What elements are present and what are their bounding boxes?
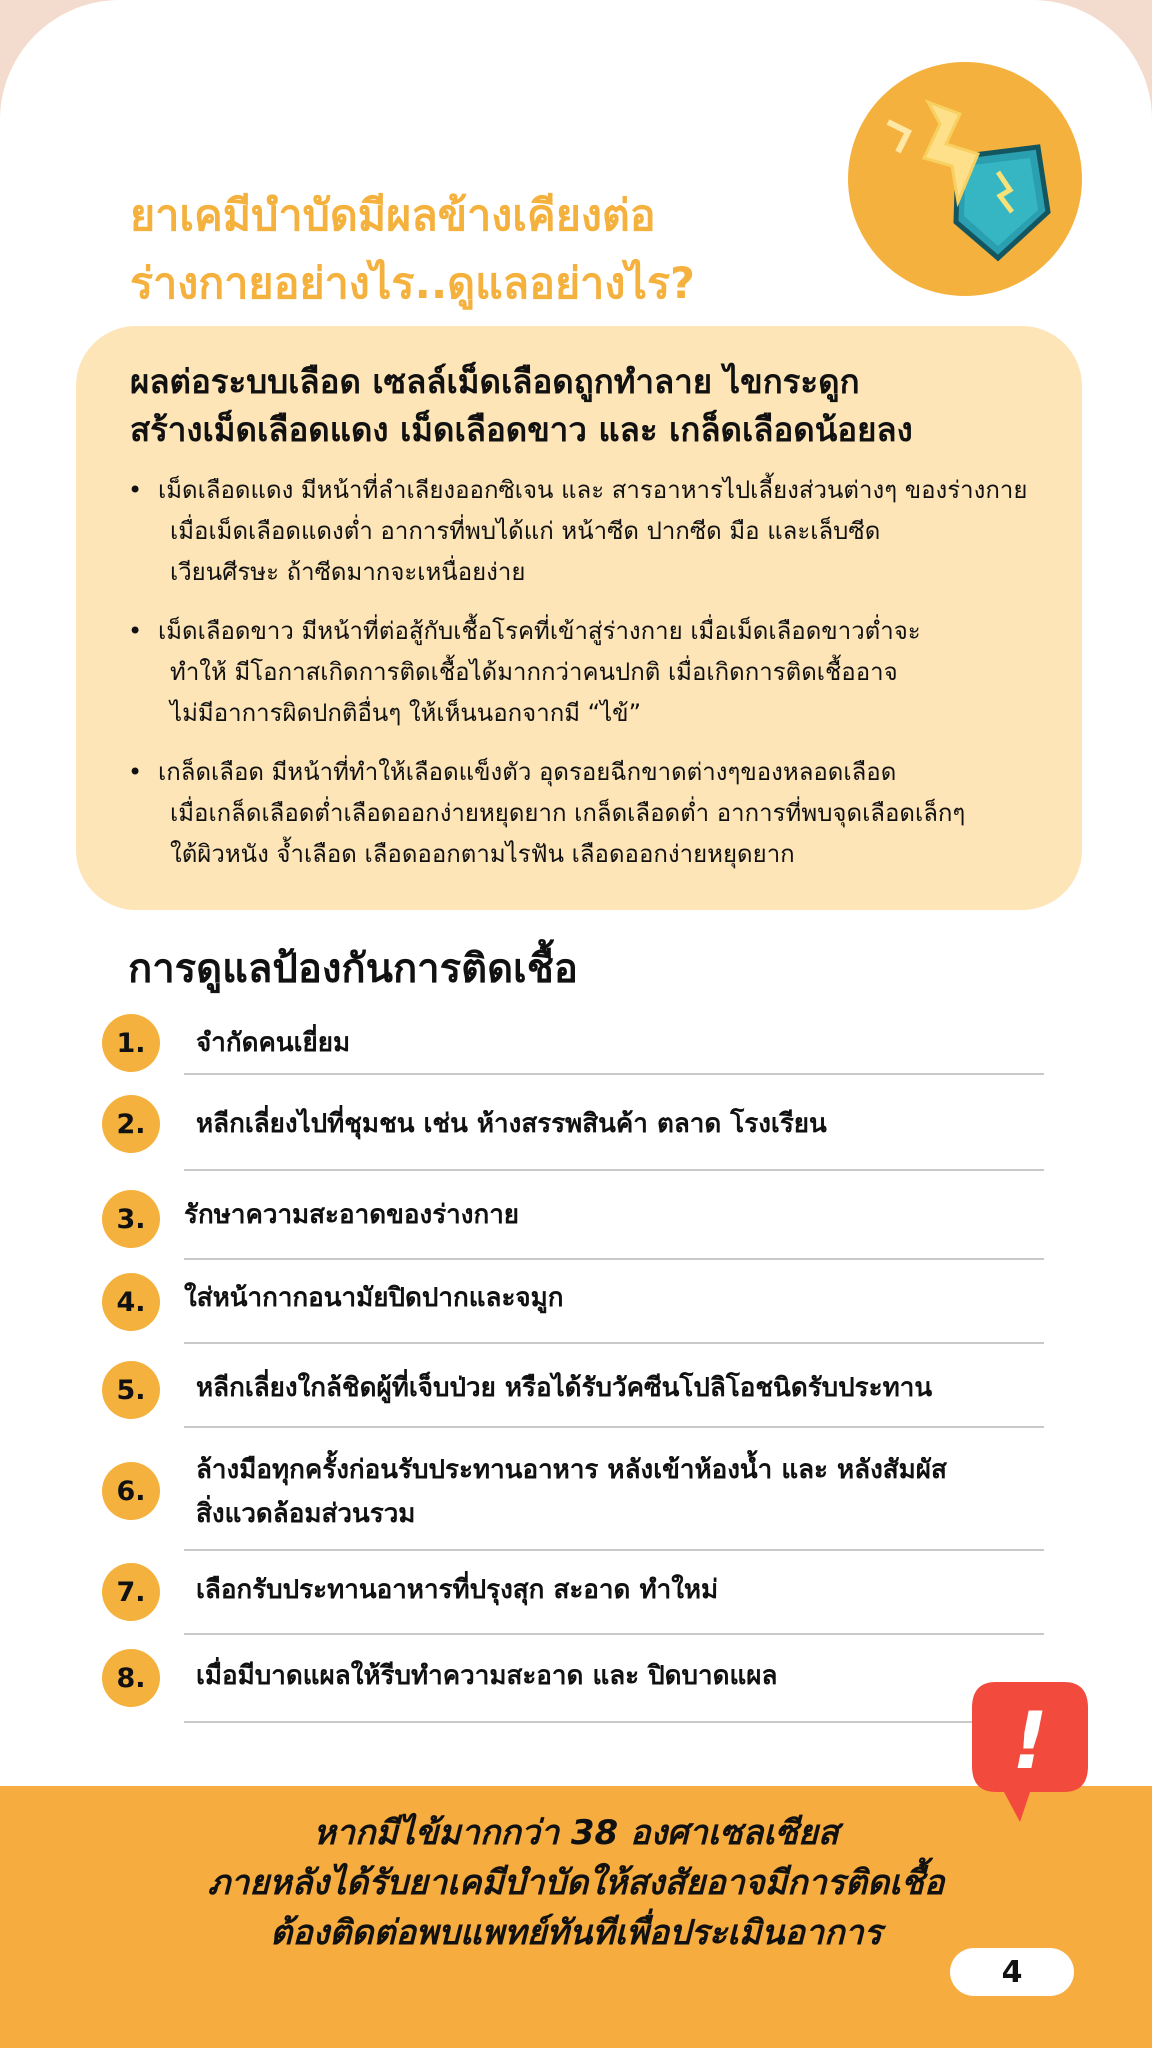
care-item-text: รักษาความสะอาดของร่างกาย: [184, 1200, 520, 1230]
footer-line: หากมีไข้มากกว่า 38 องศาเซลเซียส: [313, 1813, 839, 1853]
effects-list-item: [128, 611, 1068, 734]
bullet-line: เมื่อเกล็ดเลือดต่ำเลือดออกง่ายหยุดยาก เกล็ดเลือดต่ำ อาการที่พบจุดเลือดเล็กๆ: [170, 799, 966, 827]
item-number: 2.: [102, 1095, 160, 1153]
shield-badge: [848, 62, 1082, 296]
care-heading: การดูแลป้องกันการติดเชื้อ: [128, 946, 578, 992]
divider: [184, 1426, 1044, 1428]
care-item-text: เลือกรับประทานอาหารที่ปรุงสุก สะอาด ทำใหม่: [196, 1575, 719, 1605]
item-number: 7.: [102, 1563, 160, 1621]
care-item-text: เมื่อมีบาดแผลให้รีบทำความสะอาด และ ปิดบาดแผล: [196, 1661, 778, 1691]
page-title: [130, 182, 830, 318]
footer-line: ต้องติดต่อพบแพทย์ทันทีเพื่อประเมินอาการ: [270, 1913, 882, 1953]
care-item-text: หลีกเลี่ยงไปที่ชุมชน เช่น ห้างสรรพสินค้า ตลาด โรงเรียน: [196, 1109, 827, 1139]
alert-bubble-icon: [970, 1682, 1090, 1832]
care-item-text: ใส่หน้ากากอนามัยปิดปากและจมูก: [184, 1283, 564, 1313]
effects-list: [128, 470, 1068, 875]
effects-heading: [130, 358, 1050, 454]
divider: [184, 1549, 1044, 1551]
bullet-line: เมื่อเม็ดเลือดแดงต่ำ อาการที่พบได้แก่ หน้าซีด ปากซีด มือ และเล็บซีด: [170, 517, 881, 545]
bullet-line: เม็ดเลือดขาว มีหน้าที่ต่อสู้กับเชื้อโรคที่เข้าสู่ร่างกาย เมื่อเม็ดเลือดขาวต่ำจะ: [158, 617, 921, 645]
alert-symbol: !: [1012, 1697, 1048, 1787]
effects-list-item: [128, 752, 1068, 875]
footer-line: ภายหลังได้รับยาเคมีบำบัดให้สงสัยอาจมีการติดเชื้อ: [207, 1863, 945, 1903]
divider: [184, 1721, 1044, 1723]
effects-heading-line: ผลต่อระบบเลือด เซลล์เม็ดเลือดถูกทำลาย ไขกระดูก: [130, 362, 860, 401]
bullet-line: ใต้ผิวหนัง จ้ำเลือด เลือดออกตามไรฟัน เลือดออกง่ายหยุดยาก: [170, 840, 795, 868]
bullet-line: เม็ดเลือดแดง มีหน้าที่ลำเลียงออกซิเจน และ สารอาหารไปเลี้ยงส่วนต่างๆ ของร่างกาย: [158, 476, 1028, 504]
bullet-dot: •: [128, 758, 143, 786]
bullet-line: ทำให้ มีโอกาสเกิดการติดเชื้อได้มากกว่าคนปกติ เมื่อเกิดการติดเชื้ออาจ: [170, 658, 898, 686]
item-number: 5.: [102, 1361, 160, 1419]
effects-heading-line: สร้างเม็ดเลือดแดง เม็ดเลือดขาว และ เกล็ดเลือดน้อยลง: [130, 410, 913, 449]
care-item-text: หลีกเลี่ยงใกล้ชิดผู้ที่เจ็บป่วย หรือได้รับวัคซีนโปลิโอชนิดรับประทาน: [196, 1373, 933, 1403]
divider: [184, 1633, 1044, 1635]
bullet-dot: •: [128, 476, 143, 504]
divider: [184, 1073, 1044, 1075]
divider: [184, 1169, 1044, 1171]
item-number: 1.: [102, 1014, 160, 1072]
page-number: 4: [950, 1948, 1074, 1996]
item-number: 6.: [102, 1462, 160, 1520]
care-item-text: สิ่งแวดล้อมส่วนรวม: [196, 1499, 416, 1529]
divider: [184, 1342, 1044, 1344]
bullet-line: เกล็ดเลือด มีหน้าที่ทำให้เลือดแข็งตัว อุดรอยฉีกขาดต่างๆของหลอดเลือด: [158, 758, 897, 786]
care-item-text: ล้างมือทุกครั้งก่อนรับประทานอาหาร หลังเข้าห้องน้ำ และ หลังสัมผัส: [196, 1455, 947, 1485]
bullet-line: ไม่มีอาการผิดปกติอื่นๆ ให้เห็นนอกจากมี “ไข้”: [170, 699, 642, 727]
item-number: 3.: [102, 1190, 160, 1248]
footer-warning: [76, 1808, 1076, 1958]
shield-lightning-icon: [848, 62, 1082, 296]
effects-list-item: [128, 470, 1068, 593]
care-item-text: จำกัดคนเยี่ยม: [196, 1028, 351, 1058]
divider: [184, 1258, 1044, 1260]
title-line: ยาเคมีบำบัดมีผลข้างเคียงต่อ: [130, 191, 656, 241]
item-number: 4.: [102, 1273, 160, 1331]
bullet-line: เวียนศีรษะ ถ้าซีดมากจะเหนื่อยง่าย: [170, 558, 526, 586]
item-number: 8.: [102, 1649, 160, 1707]
bullet-dot: •: [128, 617, 143, 645]
title-line: ร่างกายอย่างไร..ดูแลอย่างไร?: [130, 259, 695, 309]
